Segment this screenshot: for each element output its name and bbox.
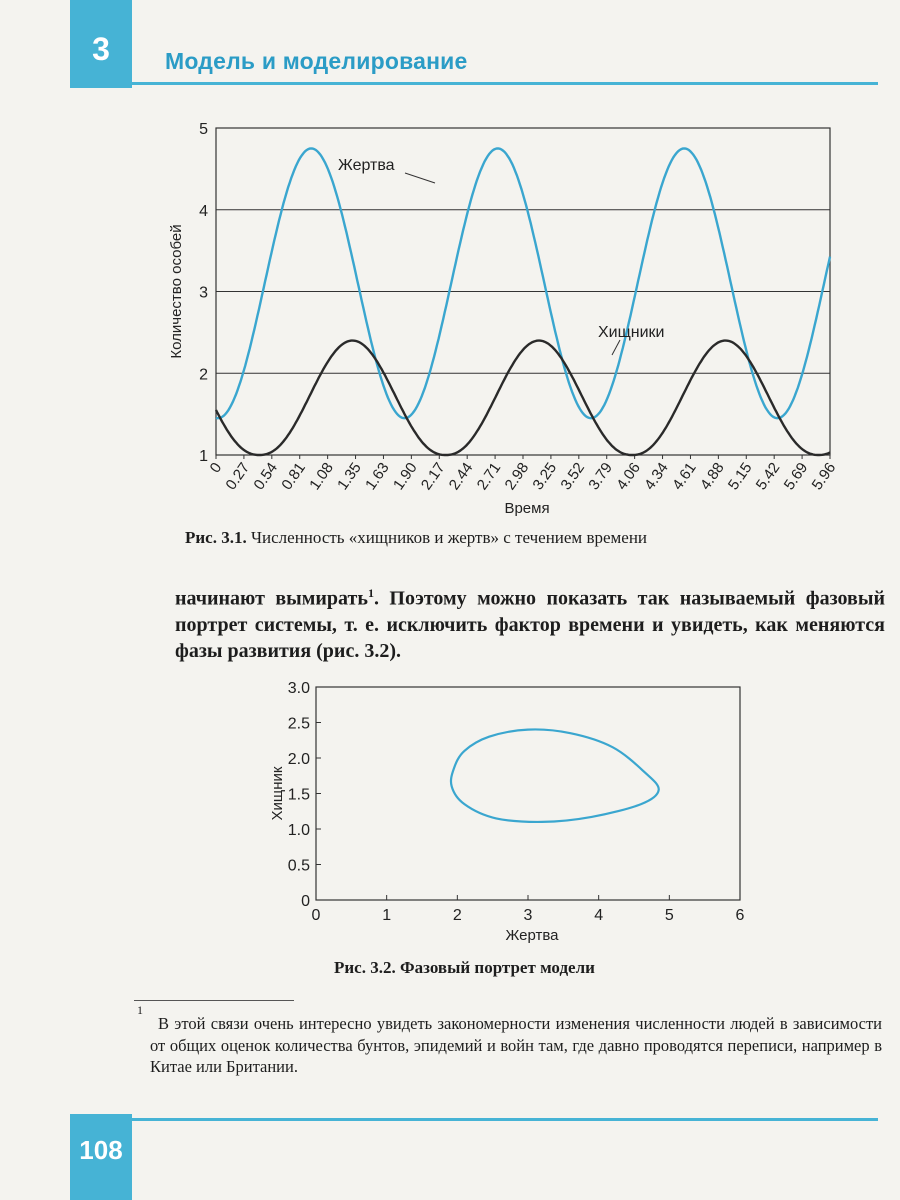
footnote-text: В этой связи очень интересно увидеть закономерности изменения численности людей в зависимости от общих оценок количества бунтов, эпидемий и войн там, где давно проводятся переписи, например в Китае или Британии. xyxy=(150,1014,882,1076)
x-tick-label: 4 xyxy=(594,907,604,924)
footer-rule xyxy=(132,1118,878,1121)
x-tick-label: 1.35 xyxy=(334,459,365,494)
legend-leader-predators xyxy=(612,340,620,355)
footnote-reference[interactable]: 1 xyxy=(367,586,374,600)
figure-3-2-chart xyxy=(260,672,760,952)
figure-3-1-label: Рис. 3.1. xyxy=(185,528,247,547)
figure-3-1-caption xyxy=(185,528,647,548)
y-tick-label: 1.5 xyxy=(287,786,310,804)
x-tick-label: 5.15 xyxy=(724,459,756,494)
x-axis-label: Жертва xyxy=(505,927,559,944)
figure-3-2-caption-text: Фазовый портрет модели xyxy=(399,958,595,977)
body-text-after: . Поэтому можно показать так называемый фазовый портрет системы, т. е. исключить фактор времени и увидеть, как меняются фазы развития (рис. 3.2). xyxy=(175,587,885,662)
x-tick-label: 5.96 xyxy=(808,459,840,494)
figure-3-1-caption-text: Численность «хищников и жертв» с течением времени xyxy=(250,528,648,547)
x-tick-label: 5.69 xyxy=(780,459,812,494)
footnote-mark: 1 xyxy=(137,1003,143,1017)
x-tick-label: 1.90 xyxy=(389,459,421,494)
legend-label-prey: Жертва xyxy=(338,157,395,174)
y-tick-label: 1.0 xyxy=(287,822,310,839)
series-line-predators xyxy=(216,341,830,455)
x-tick-label: 3.25 xyxy=(529,459,561,494)
phase-trajectory-line xyxy=(451,729,659,821)
x-tick-label: 6 xyxy=(735,907,745,924)
x-tick-label: 0 xyxy=(206,459,226,477)
x-tick-label: 2.71 xyxy=(473,459,505,494)
chapter-title: Модель и моделирование xyxy=(165,48,468,74)
x-tick-label: 4.61 xyxy=(669,459,700,494)
x-tick-label: 2.98 xyxy=(501,459,533,494)
y-tick-label: 0.5 xyxy=(287,857,310,875)
x-tick-label: 0.81 xyxy=(278,459,310,494)
x-tick-label: 3.52 xyxy=(557,459,589,494)
y-tick-label: 5 xyxy=(199,121,208,138)
plot-frame xyxy=(316,687,740,900)
x-axis-label: Время xyxy=(504,500,550,517)
x-tick-label: 5.42 xyxy=(752,459,784,494)
y-tick-label: 0 xyxy=(301,893,310,910)
y-tick-label: 4 xyxy=(199,202,208,220)
x-tick-label: 1.63 xyxy=(362,459,393,494)
x-tick-label: 5 xyxy=(664,907,674,924)
y-tick-label: 2.0 xyxy=(287,751,310,768)
body-text-before: начинают вымирать xyxy=(175,587,368,610)
page-number-tab xyxy=(70,1114,132,1200)
y-tick-label: 2.5 xyxy=(287,715,310,733)
x-tick-label: 3.79 xyxy=(585,459,617,494)
y-tick-label: 3 xyxy=(199,284,208,302)
legend-leader-prey xyxy=(405,173,435,183)
chapter-number-tab xyxy=(70,0,132,88)
body-paragraph xyxy=(175,580,885,664)
figure-3-2-label: Рис. 3.2. xyxy=(334,958,396,977)
x-tick-label: 2.17 xyxy=(417,459,449,494)
x-tick-label: 4.88 xyxy=(696,459,728,494)
x-tick-label: 4.06 xyxy=(613,459,644,494)
legend-label-predators: Хищники xyxy=(598,324,665,341)
x-tick-label: 3 xyxy=(523,907,533,924)
x-tick-label: 0 xyxy=(311,907,321,924)
x-tick-label: 4.34 xyxy=(641,459,672,494)
y-axis-label: Хищник xyxy=(269,766,286,821)
x-tick-label: 1 xyxy=(382,907,392,924)
page-number: 108 xyxy=(79,1134,123,1165)
x-tick-label: 0.54 xyxy=(250,459,282,494)
x-tick-label: 1.08 xyxy=(306,459,337,494)
x-tick-label: 2.44 xyxy=(445,459,477,494)
y-tick-label: 3.0 xyxy=(287,680,310,697)
header-rule xyxy=(132,82,878,85)
series-line-prey xyxy=(216,148,830,418)
figure-3-2-caption xyxy=(334,958,595,978)
y-axis-label: Количество особей xyxy=(168,224,185,359)
figure-3-1-chart xyxy=(150,115,850,525)
x-tick-label: 2 xyxy=(452,907,462,924)
y-tick-label: 1 xyxy=(199,448,208,465)
x-tick-label: 0.27 xyxy=(222,459,254,494)
footnote-rule xyxy=(134,1000,294,1001)
chapter-number: 3 xyxy=(92,30,110,67)
y-tick-label: 2 xyxy=(199,366,208,384)
